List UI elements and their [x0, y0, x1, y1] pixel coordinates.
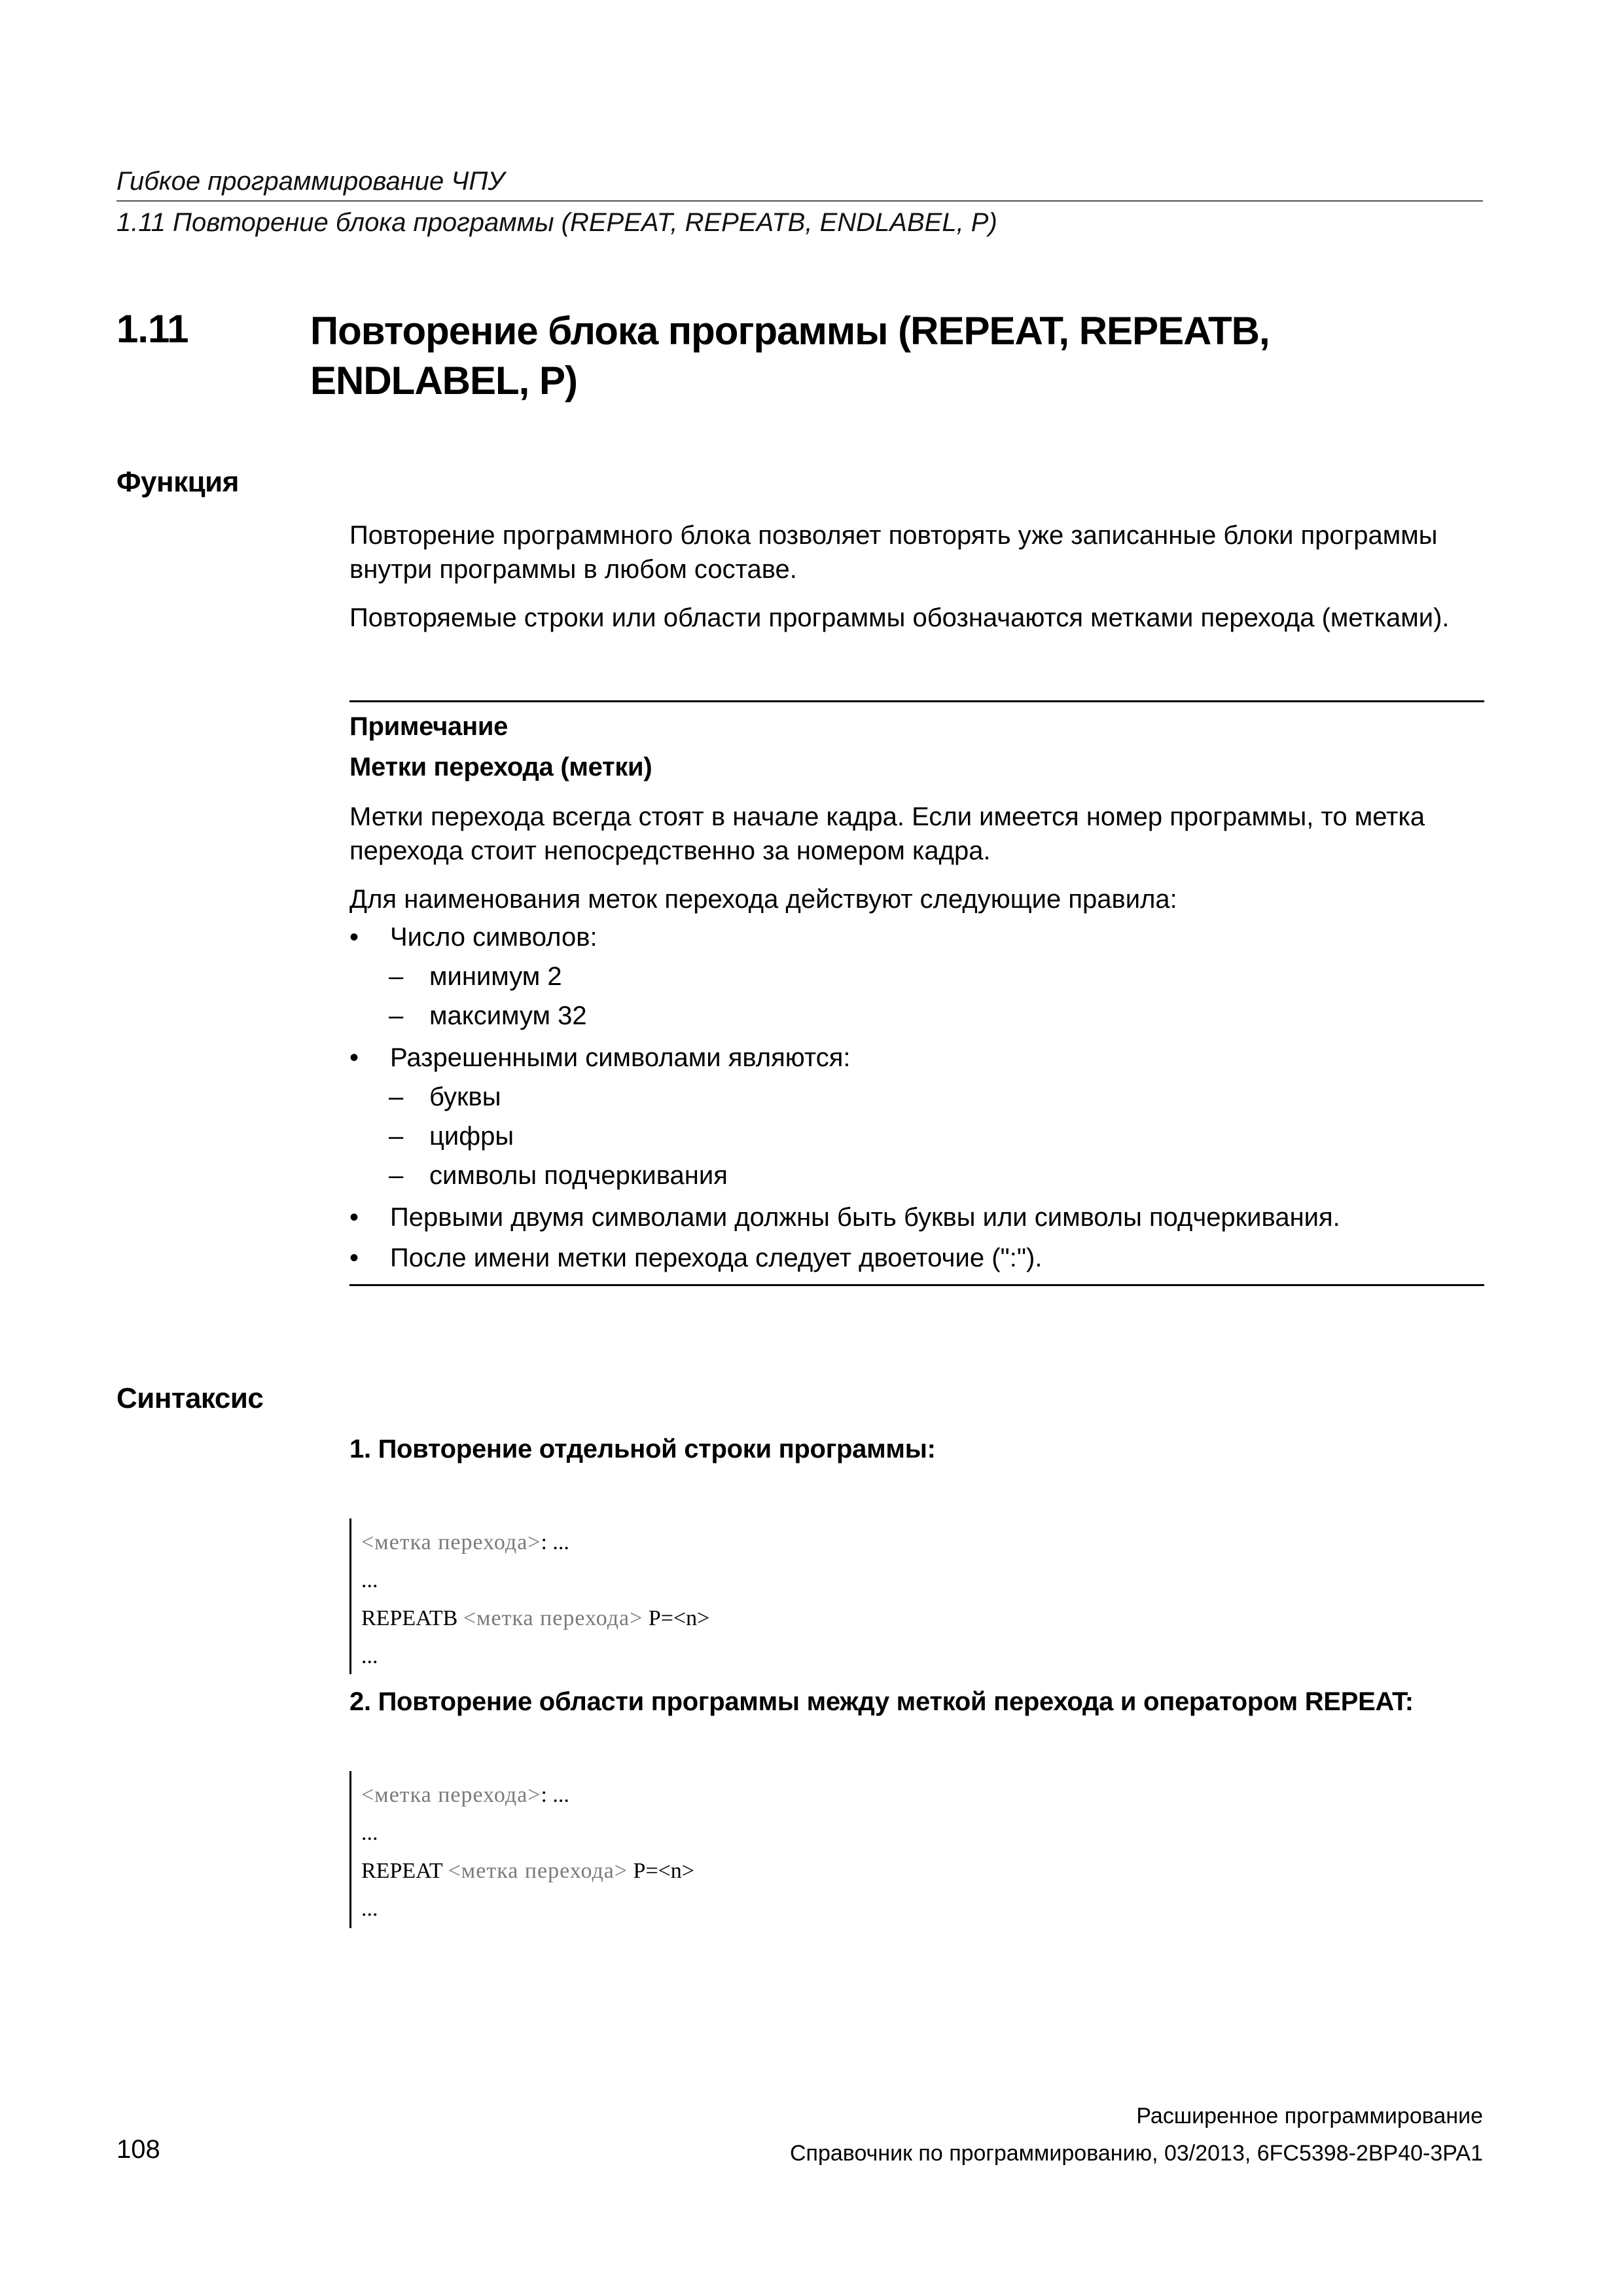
note-label: Примечание — [349, 712, 508, 741]
code-block-1-bar — [349, 1518, 351, 1674]
code-1-line-2: ... — [361, 1568, 378, 1592]
footer-book-title: Расширенное программирование — [1136, 2104, 1483, 2128]
sub-item-min: – минимум 2 — [389, 962, 562, 991]
dash-mark: – — [389, 1122, 404, 1151]
code-2-line-4: ... — [361, 1897, 378, 1921]
running-header-section: 1.11 Повторение блока программы (REPEAT, REPEATB, ENDLABEL, P) — [116, 208, 997, 237]
note-bottom-rule — [349, 1284, 1484, 1286]
section-number: 1.11 — [116, 307, 188, 351]
sub-item-letters: – буквы — [389, 1083, 501, 1111]
section-title: Повторение блока программы (REPEAT, REPEATB, ENDLABEL, P) — [310, 309, 1270, 403]
syntax-item-1-title: 1. Повторение отдельной строки программы: — [349, 1435, 936, 1463]
bullet-mark: • — [349, 1203, 359, 1232]
dash-mark: – — [389, 1161, 404, 1190]
bullet-mark: • — [349, 1244, 359, 1272]
code-2-line-3: REPEAT <метка перехода> P=<n> — [361, 1859, 694, 1883]
code-1-line-4: ... — [361, 1644, 378, 1668]
dash-mark: – — [389, 1001, 404, 1030]
code-2-line-1: <метка перехода>: ... — [361, 1783, 569, 1807]
dash-mark: – — [389, 1083, 404, 1111]
sub-item-digits: – цифры — [389, 1122, 514, 1151]
bullet-char-count: • Число символов: — [349, 923, 597, 952]
footer-reference: Справочник по программированию, 03/2013, 6FC5398-2BP40-3PA1 — [790, 2141, 1483, 2166]
bullet-mark: • — [349, 923, 359, 952]
bullet-colon: • После имени метки перехода следует двоеточие (":"). — [349, 1244, 1043, 1272]
running-header-chapter: Гибкое программирование ЧПУ — [116, 167, 505, 196]
function-paragraph-2: Повторяемые строки или области программы обозначаются метками перехода (метками). — [349, 603, 1450, 632]
function-paragraph-1: Повторение программного блока позволяет повторять уже записанные блоки программы внутри программы в любом составе. — [349, 521, 1438, 584]
dash-mark: – — [389, 962, 404, 991]
bullet-allowed-chars: • Разрешенными символами являются: — [349, 1043, 851, 1072]
bullet-mark: • — [349, 1043, 359, 1072]
page-number: 108 — [116, 2135, 160, 2164]
note-top-rule — [349, 700, 1484, 702]
syntax-heading: Синтаксис — [116, 1382, 264, 1414]
code-block-2-bar — [349, 1771, 351, 1928]
bullet-first-two-chars: • Первыми двумя символами должны быть буквы или символы подчеркивания. — [349, 1203, 1340, 1232]
note-paragraph-1: Метки перехода всегда стоят в начале кадра. Если имеется номер программы, то метка перехода стоит непосредственно за номером кадра. — [349, 802, 1425, 865]
code-1-line-3: REPEATB <метка перехода> P=<n> — [361, 1606, 710, 1630]
note-title: Метки перехода (метки) — [349, 753, 652, 781]
syntax-item-2-title: 2. Повторение области программы между меткой перехода и оператором REPEAT: — [349, 1687, 1414, 1716]
function-heading: Функция — [116, 466, 239, 498]
code-1-line-1: <метка перехода>: ... — [361, 1530, 569, 1554]
sub-item-underscores: – символы подчеркивания — [389, 1161, 728, 1190]
code-2-line-2: ... — [361, 1821, 378, 1845]
sub-item-max: – максимум 32 — [389, 1001, 587, 1030]
note-paragraph-2: Для наименования меток перехода действуют следующие правила: — [349, 885, 1177, 914]
header-rule — [116, 200, 1483, 202]
